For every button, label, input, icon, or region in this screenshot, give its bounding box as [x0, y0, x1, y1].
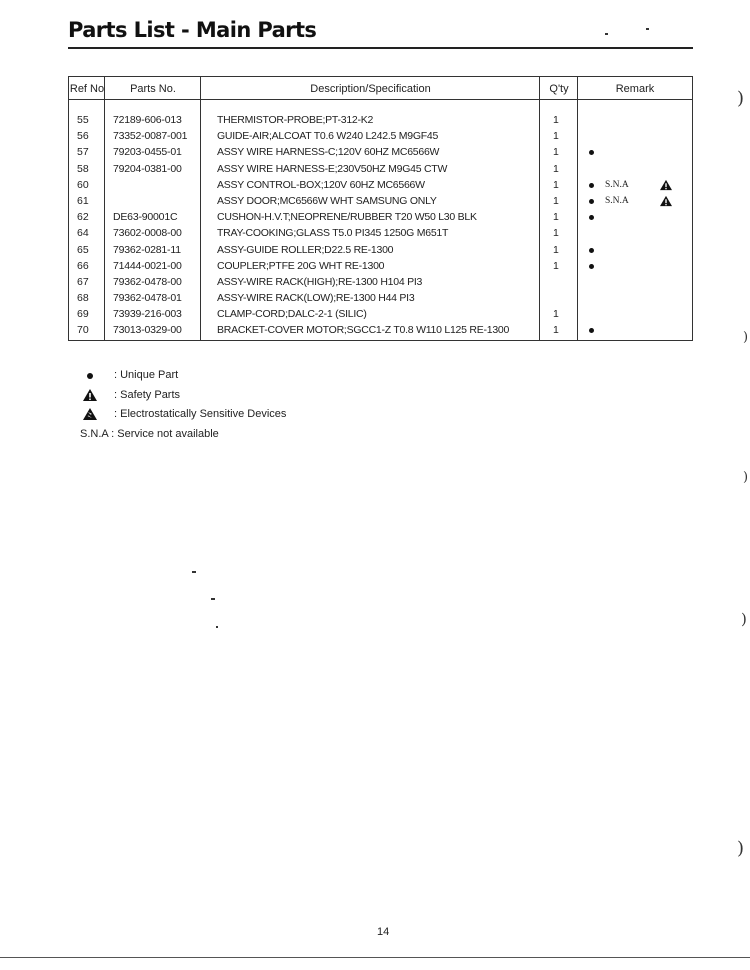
parts-no-cell: DE63-90001C	[113, 211, 178, 224]
table-row	[69, 161, 692, 177]
scan-speck	[646, 28, 649, 30]
parts-table	[68, 76, 693, 341]
description-cell: GUIDE-AIR;ALCOAT T0.6 W240 L242.5 M9GF45	[217, 130, 439, 143]
ref-no-cell: 67	[77, 275, 89, 288]
page-number: 14	[377, 926, 390, 938]
description-cell: ASSY CONTROL-BOX;120V 60HZ MC6566W	[217, 178, 425, 191]
description-cell: ASSY WIRE HARNESS-E;230V50HZ M9G45 CTW	[217, 162, 448, 175]
ref-no-cell: 58	[77, 162, 89, 175]
parts-no-cell: 79204-0381-00	[113, 162, 182, 175]
table-row	[69, 128, 692, 144]
parts-no-cell: 71444-0021-00	[113, 259, 182, 272]
ref-no-cell: 70	[77, 324, 89, 337]
table-row	[69, 306, 692, 322]
title-divider	[68, 47, 693, 49]
legend-safety-label: : Safety Parts	[114, 388, 181, 401]
ref-no-cell: 60	[77, 178, 89, 191]
safety-warning-icon	[82, 388, 98, 404]
unique-part-bullet-icon	[589, 322, 594, 338]
legend-unique-label: : Unique Part	[114, 369, 179, 381]
ref-no-cell: 62	[77, 211, 89, 224]
scan-speck	[211, 598, 215, 600]
description-cell: ASSY-WIRE RACK(HIGH);RE-1300 H104 PI3	[217, 275, 423, 288]
table-row	[69, 209, 692, 225]
qty-cell: 1	[553, 114, 559, 126]
sna-remark: S.N.A	[605, 195, 629, 206]
ref-no-cell: 68	[77, 292, 89, 305]
description-cell: BRACKET-COVER MOTOR;SGCC1-Z T0.8 W110 L125 RE-1300	[217, 324, 510, 337]
header-description: Description/Specification	[310, 83, 431, 95]
table-row	[69, 274, 692, 290]
table-row	[69, 177, 692, 193]
table-row	[69, 258, 692, 274]
header-parts-no: Parts No.	[130, 83, 176, 95]
scan-speck	[216, 626, 218, 628]
qty-cell: 1	[553, 243, 559, 256]
qty-cell: 1	[553, 130, 559, 143]
ref-no-cell: 61	[77, 194, 89, 207]
parts-no-cell: 73013-0329-00	[113, 324, 182, 337]
page-title: Parts List - Main Parts	[68, 18, 317, 42]
description-cell: ASSY-GUIDE ROLLER;D22.5 RE-1300	[217, 243, 394, 256]
qty-cell: 1	[553, 324, 559, 337]
description-cell: CLAMP-CORD;DALC-2-1 (SILIC)	[217, 308, 367, 321]
description-cell: ASSY DOOR;MC6566W WHT SAMSUNG ONLY	[217, 194, 437, 207]
parts-no-cell: 72189-606-013	[113, 114, 182, 126]
unique-part-bullet-icon	[589, 177, 594, 193]
ref-no-cell: 64	[77, 227, 89, 240]
table-row	[69, 112, 692, 128]
header-ref-no: Ref No	[69, 83, 105, 95]
qty-cell: 1	[553, 211, 559, 224]
table-row	[69, 290, 692, 306]
qty-cell: 1	[553, 308, 559, 321]
ref-no-cell: 69	[77, 308, 89, 321]
qty-cell: 1	[553, 162, 559, 175]
table-row	[69, 225, 692, 241]
binding-mark: )	[743, 330, 749, 345]
parts-no-cell: 79362-0478-00	[113, 275, 182, 288]
unique-part-bullet-icon	[589, 209, 594, 225]
qty-cell: 1	[553, 259, 559, 272]
scan-speck	[192, 571, 196, 573]
footer-divider	[0, 957, 750, 958]
ref-no-cell: 66	[77, 259, 89, 272]
ref-no-cell: 65	[77, 243, 89, 256]
parts-no-cell: 79203-0455-01	[113, 146, 182, 159]
qty-cell: 1	[553, 227, 559, 240]
binding-mark: )	[741, 610, 747, 628]
esd-warning-icon	[82, 407, 98, 423]
parts-no-cell: 73602-0008-00	[113, 227, 182, 240]
table-row	[69, 193, 692, 209]
ref-no-cell: 57	[77, 146, 89, 159]
header-qty: Q'ty	[549, 83, 569, 95]
bullet-icon	[82, 368, 98, 384]
parts-no-cell: 79362-0281-11	[113, 243, 181, 256]
binding-mark: )	[737, 88, 745, 109]
parts-no-cell: 79362-0478-01	[113, 292, 182, 305]
description-cell: CUSHON-H.V.T;NEOPRENE/RUBBER T20 W50 L30 BLK	[217, 211, 477, 224]
description-cell: TRAY-COOKING;GLASS T5.0 PI345 1250G M651T	[217, 227, 449, 240]
header-remark: Remark	[615, 83, 655, 95]
header-divider	[69, 99, 692, 100]
unique-part-bullet-icon	[589, 242, 594, 258]
ref-no-cell: 56	[77, 130, 89, 143]
parts-no-cell: 73939-216-003	[113, 308, 182, 321]
description-cell: ASSY-WIRE RACK(LOW);RE-1300 H44 PI3	[217, 292, 415, 305]
sna-remark: S.N.A	[605, 179, 629, 190]
unique-part-bullet-icon	[589, 193, 594, 209]
ref-no-cell: 55	[77, 114, 89, 126]
unique-part-bullet-icon	[589, 258, 594, 274]
parts-no-cell: 73352-0087-001	[113, 130, 188, 143]
table-row	[69, 322, 692, 338]
description-cell: THERMISTOR-PROBE;PT-312-K2	[217, 114, 374, 126]
legend-esd-label: : Electrostatically Sensitive Devices	[114, 408, 287, 420]
unique-part-bullet-icon	[589, 144, 594, 160]
description-cell: COUPLER;PTFE 20G WHT RE-1300	[217, 259, 385, 272]
scan-speck	[605, 33, 608, 35]
table-row	[69, 242, 692, 258]
qty-cell: 1	[553, 178, 559, 191]
legend-sna-label: S.N.A : Service not available	[80, 427, 219, 440]
binding-mark: )	[737, 838, 745, 859]
parts-table-body	[69, 112, 692, 339]
qty-cell: 1	[553, 146, 559, 159]
description-cell: ASSY WIRE HARNESS-C;120V 60HZ MC6566W	[217, 146, 440, 159]
table-row	[69, 144, 692, 160]
binding-mark: )	[743, 470, 749, 485]
qty-cell: 1	[553, 194, 559, 207]
